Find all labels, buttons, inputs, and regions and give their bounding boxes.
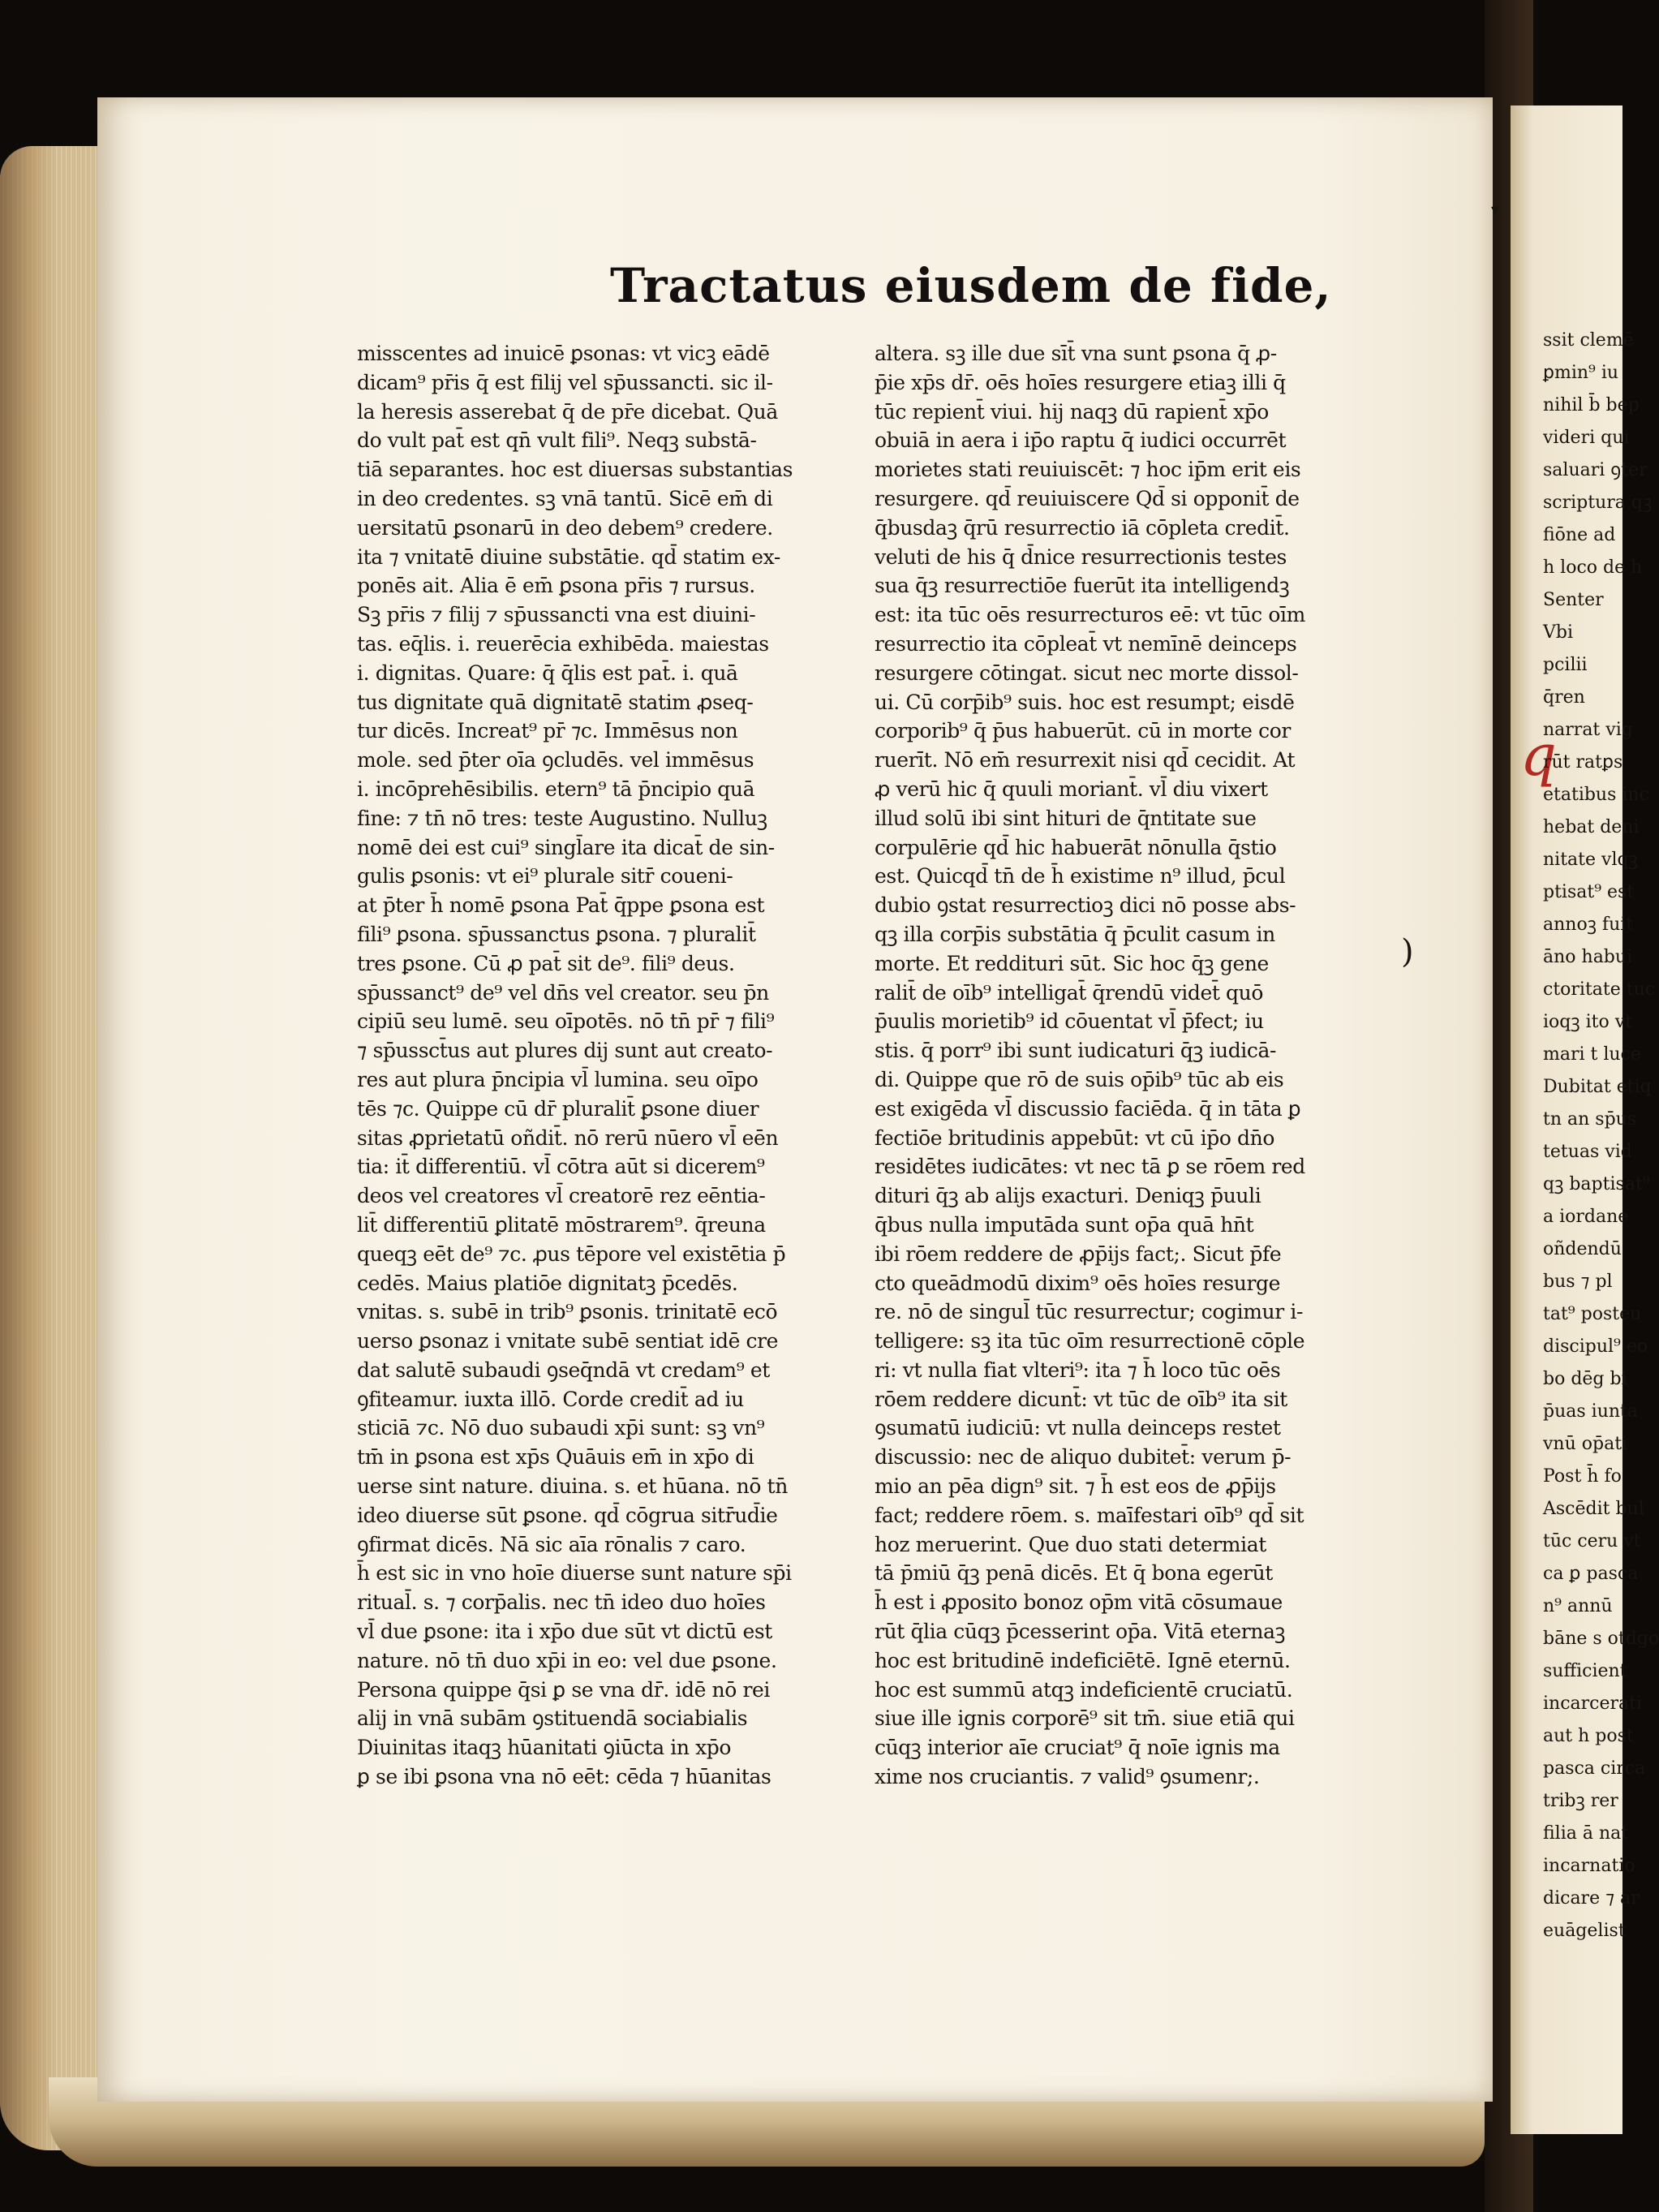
text-line: Persona quippe q̄si ꝑ se vna dr̄. idē nō rei: [357, 1677, 770, 1702]
text-line: h̄ est i ꝓposito bonoz op̄m vitā cōsumaue: [875, 1590, 1283, 1615]
text-line: misscentes ad inuicē ꝑsonas: vt vicꝫ eādē: [357, 342, 770, 365]
text-line: morietes stati reuiuiscēt: ⁊ hoc ip̄m erit eis: [875, 458, 1301, 482]
text-line: bo dēg bi: [1543, 1369, 1627, 1389]
text-line: rūt ratꝑs: [1543, 752, 1623, 772]
text-line: mole. sed p̄ter oīa ꝯcludēs. vel immēsus: [357, 748, 754, 772]
text-line: ssit clemē: [1543, 330, 1634, 351]
text-line: tas. eq̄lis. i. reuerēcia exhibēda. maiestas: [357, 631, 769, 656]
text-line: rōem reddere dicunt̄: vt tūc de oīb⁹ ita sit: [875, 1387, 1287, 1411]
next-page-fragment: [1511, 105, 1659, 2134]
text-line: veluti de his q̄ d̄nice resurrectionis testes: [875, 544, 1287, 569]
text-line: n⁹ annū: [1543, 1596, 1613, 1616]
text-line: i. dignitas. Quare: q̄ q̄lis est pat̄. i. quā: [357, 661, 738, 685]
text-line: ponēs ait. Alia ē em̄ ꝑsona pr̄is ⁊ rursus.: [357, 574, 755, 598]
text-line: q̄busdaꝫ q̄rū resurrectio iā cōpleta credit̄.: [875, 515, 1290, 540]
text-line: nature. nō tn̄ duo xp̄i in eo: vel due ꝑsone.: [357, 1648, 777, 1672]
text-line: Vbi: [1543, 622, 1574, 643]
text-line: ca ꝑ pasca: [1543, 1564, 1639, 1584]
text-line: dituri q̄ꝫ ab alijs exacturi. Deniqꝫ p̄uuli: [875, 1184, 1261, 1208]
text-line: hoz meruerint. Que duo stati determiat: [875, 1532, 1266, 1556]
text-line: tūc ceru vt: [1543, 1531, 1641, 1551]
text-line: tm̄ in ꝑsona est xp̄s Quāuis em̄ in xp̄o di: [357, 1445, 754, 1470]
text-line: corporib⁹ q̄ p̄us habuerūt. cū in morte cor: [875, 719, 1291, 743]
red-initial-letter: q: [1520, 722, 1557, 789]
text-line: mari t luce: [1543, 1044, 1641, 1065]
text-line: corpulērie qd̄ hic habuerāt nōnulla q̄stio: [875, 835, 1277, 859]
text-line: sp̄ussanct⁹ de⁹ vel dn̄s vel creator. seu p̄n: [357, 980, 769, 1005]
margin-mark: ): [1401, 933, 1414, 970]
text-line: in deo credentes. sꝫ vnā tantū. Sicē em̄ di: [357, 486, 773, 510]
text-line: tribꝫ rer: [1543, 1791, 1618, 1811]
text-line: dicare ⁊ ar: [1543, 1888, 1640, 1909]
text-line: cūqꝫ interior aīe cruciat⁹ q̄ noīe ignis ma: [875, 1736, 1280, 1760]
text-line: fine: ⁊ tn̄ nō tres: teste Augustino. Nulluꝫ: [357, 806, 767, 830]
text-line: sitas ꝓprietatū oñdit̄. nō rerū nūero vl̄ eēn: [357, 1125, 779, 1150]
text-line: Dubitat etiq: [1543, 1077, 1652, 1097]
text-line: bus ⁊ pl: [1543, 1272, 1613, 1292]
text-line: re. nō de singul̄ tūc resurrectur; cogimur i-: [875, 1300, 1303, 1324]
text-line: ita ⁊ vnitatē diuine substātie. qd̄ statim ex-: [357, 544, 780, 569]
text-line: ibi rōem reddere de ꝓp̄ijs fact;. Sicut p̄fe: [875, 1242, 1282, 1266]
text-line: est: ita tūc oēs resurrecturos eē: vt tūc oīm: [875, 603, 1305, 627]
text-line: h̄ est sic in vno hoīe diuerse sunt nature sp̄i: [357, 1561, 792, 1586]
text-line: ctoritate tuc: [1543, 979, 1656, 1000]
text-line: ptisat⁹ est: [1543, 882, 1635, 902]
text-line: sufficient: [1543, 1661, 1627, 1681]
text-line: nihil b̄ bep: [1543, 395, 1640, 415]
text-line: ioqꝫ ito vt: [1543, 1012, 1632, 1032]
text-line: tiā separantes. hoc est diuersas substantias: [357, 458, 793, 482]
text-line: sticiā ⁊c. Nō duo subaudi xp̄i sunt: sꝫ vn⁹: [357, 1416, 765, 1440]
text-line: deos vel creatores vl̄ creatorē rez eēntia-: [357, 1184, 766, 1208]
text-line: sua q̄ꝫ resurrectiōe fuerūt ita intelligendꝫ: [875, 574, 1290, 598]
text-line: di. Quippe que rō de suis op̄ib⁹ tūc ab eis: [875, 1067, 1284, 1091]
text-line: ri: vt nulla fiat vlteri⁹: ita ⁊ h̄ loco tūc oēs: [875, 1358, 1281, 1382]
text-line: ralit̄ de oīb⁹ intelligat̄ q̄rendū videt̄ quō: [875, 980, 1263, 1005]
text-line: bāne s otdgo: [1543, 1629, 1659, 1649]
margin-mark: ▾: [1491, 200, 1500, 219]
text-line: queqꝫ eēt de⁹ ⁊c. ꝓus tēpore vel existētia p̄: [357, 1242, 786, 1266]
text-line: telligere: sꝫ ita tūc oīm resurrectionē cōple: [875, 1329, 1305, 1353]
text-line: vl̄ due ꝑsone: ita i xp̄o due sūt vt dictū est: [357, 1620, 772, 1644]
text-line: narrat vig: [1543, 720, 1633, 740]
text-line: dubio ꝯstat resurrectioꝫ dici nō posse abs-: [875, 893, 1296, 918]
text-line: fiōne ad: [1543, 525, 1616, 545]
text-line: at p̄ter h̄ nomē ꝑsona Pat̄ q̄ppe ꝑsona est: [357, 893, 765, 918]
text-line: filia ā nat: [1543, 1823, 1629, 1844]
text-line: p̄ie xp̄s dr̄. oēs hoīes resurgere etiaꝫ illi q̄: [875, 370, 1286, 394]
text-line: vnū op̄ati: [1543, 1434, 1628, 1454]
text-line: ⁊ sp̄ussct̄us aut plures dij sunt aut creato-: [357, 1039, 773, 1063]
text-line: hoc est summū atqꝫ indeficientē cruciatū.: [875, 1677, 1293, 1702]
text-line: est. Quicqd̄ tn̄ de h̄ existime n⁹ illud, p̄cul: [875, 864, 1286, 889]
text-line: Sꝫ pr̄is ⁊ filij ⁊ sp̄ussancti vna est diuini-: [357, 603, 756, 627]
text-line: p̄uas iunta: [1543, 1401, 1638, 1422]
text-line: saluari ꝯter: [1543, 460, 1648, 480]
text-column-right: [875, 339, 1365, 1792]
text-line: qꝫ baptisat⁹: [1543, 1174, 1650, 1194]
text-line: vnitas. s. subē in trib⁹ ꝑsonis. trinitatē ecō: [357, 1300, 778, 1324]
text-line: incarnatio: [1543, 1856, 1635, 1876]
page-header: Tractatus eiusdem de fide,: [610, 258, 1332, 313]
text-line: dicam⁹ pr̄is q̄ est filij vel sp̄ussancti. sic il-: [357, 370, 773, 394]
text-line: obuiā in aera i ip̄o raptu q̄ iudici occurrēt: [875, 428, 1287, 453]
text-line: ideo diuerse sūt ꝑsone. qd̄ cōgrua sitr̄ud̄ie: [357, 1503, 778, 1527]
text-line: discussio: nec de aliquo dubitet̄: verum p̄-: [875, 1445, 1292, 1470]
text-column-left: [357, 339, 848, 1792]
text-line: est exigēda vl̄ discussio faciēda. q̄ in tāta ꝑ: [875, 1096, 1301, 1121]
text-line: cto queādmodū dixim⁹ oēs hoīes resurge: [875, 1271, 1280, 1295]
text-line: resurgere cōtingat. sicut nec morte dissol-: [875, 661, 1299, 685]
text-line: rūt q̄lia cūqꝫ p̄cesserint op̄a. Vitā eternaꝫ: [875, 1620, 1285, 1644]
text-line: illud solū ibi sint hituri de q̄ntitate sue: [875, 806, 1257, 830]
text-line: Senter: [1543, 590, 1604, 610]
text-line: hoc est britudinē indeficiētē. Ignē eternū.: [875, 1648, 1291, 1672]
text-line: uersitatū ꝑsonarū in deo debem⁹ credere.: [357, 515, 773, 540]
text-line: q̄ren: [1543, 687, 1585, 708]
text-line: nomē dei est cui⁹ singl̄are ita dicat̄ de sin-: [357, 835, 775, 859]
text-line: i. incōprehēsibilis. etern⁹ tā p̄ncipio quā: [357, 777, 755, 801]
text-line: xime nos cruciantis. ⁊ valid⁹ ꝯsumenr;.: [875, 1765, 1260, 1789]
text-line: discipul⁹ eo: [1543, 1336, 1648, 1357]
text-line: ui. Cū corp̄ib⁹ suis. hoc est resumpt; eisdē: [875, 690, 1295, 714]
text-line: gulis ꝑsonis: vt ei⁹ plurale sitr̄ coueni-: [357, 864, 733, 889]
text-line: Diuinitas itaqꝫ hūanitati ꝯiūcta in xp̄o: [357, 1736, 732, 1760]
text-line: morte. Et reddituri sūt. Sic hoc q̄ꝫ gene: [875, 951, 1269, 975]
text-line: tā p̄miū q̄ꝫ penā dicēs. Et q̄ bona egerūt: [875, 1561, 1273, 1586]
book-edge-shadow: [0, 146, 57, 2150]
text-line: ꝯfirmat dicēs. Nā sic aīa rōnalis ⁊ caro.: [357, 1532, 746, 1556]
text-line: hebat deni: [1543, 817, 1640, 837]
text-line: fact; reddere rōem. s. maīfestari oīb⁹ qd̄ sit: [875, 1503, 1304, 1527]
text-line: ritual̄. s. ⁊ corp̄alis. nec tn̄ ideo duo hoīes: [357, 1590, 766, 1615]
text-line: resurgere. qd̄ reuiuiscere Qd̄ si opponit̄ de: [875, 486, 1300, 510]
text-line: aut h post: [1543, 1726, 1634, 1746]
text-line: siue ille ignis corporē⁹ sit tm̄. siue etiā qui: [875, 1706, 1295, 1731]
next-page-text: [1543, 325, 1659, 1947]
text-line: res aut plura p̄ncipia vl̄ lumina. seu oīpo: [357, 1067, 759, 1091]
text-line: cedēs. Maius platiōe dignitatꝫ p̄cedēs.: [357, 1271, 738, 1295]
text-line: tur dicēs. Increat⁹ pr̄ ⁊c. Immēsus non: [357, 719, 738, 743]
text-line: tres ꝑsone. Cū ꝓ pat̄ sit de⁹. fili⁹ deus.: [357, 951, 735, 975]
text-line: mio an pēa dign⁹ sit. ⁊ h̄ est eos de ꝓp̄ijs: [875, 1474, 1276, 1499]
text-line: alij in vnā subām ꝯstituendā sociabialis: [357, 1706, 748, 1731]
text-line: nitate vlqꝫ: [1543, 850, 1638, 870]
text-line: ꝯfiteamur. iuxta illō. Corde credit̄ ad iu: [357, 1387, 744, 1411]
text-line: lit̄ differentiū ꝑlitatē mōstrarem⁹. q̄reuna: [357, 1212, 766, 1237]
text-line: ꝑmin⁹ iu: [1543, 363, 1619, 383]
text-line: tūc repient̄ viui. hij naqꝫ dū rapient̄ xp̄o: [875, 399, 1269, 424]
text-line: uerso ꝑsonaz i vnitate subē sentiat idē cre: [357, 1329, 779, 1353]
text-line: oñdendū: [1543, 1239, 1622, 1259]
text-line: dat salutē subaudi ꝯseq̄ndā vt credam⁹ et: [357, 1358, 770, 1382]
text-line: p̄uulis morietib⁹ id cōuentat vl̄ p̄fect; iu: [875, 1009, 1264, 1034]
text-line: qꝫ illa corp̄is substātia q̄ p̄culit casum in: [875, 922, 1275, 946]
text-line: do vult pat̄ est qn̄ vult fili⁹. Neqꝫ substā-: [357, 428, 757, 453]
text-line: ruerīt. Nō em̄ resurrexit nisi qd̄ cecidit. At: [875, 748, 1296, 772]
text-line: h loco de h: [1543, 557, 1643, 578]
text-line: Post h̄ fo: [1543, 1466, 1622, 1487]
text-line: incarcerati: [1543, 1693, 1643, 1714]
text-line: q̄bus nulla imputāda sunt op̄a quā hn̄t: [875, 1212, 1254, 1237]
text-line: ꝓ verū hic q̄ quuli moriant̄. vl̄ diu vixert: [875, 777, 1268, 801]
text-line: tēs ⁊c. Quippe cū dr̄ pluralit̄ ꝑsone diuer: [357, 1096, 759, 1121]
text-line: āno habui: [1543, 947, 1633, 967]
text-line: altera. sꝫ ille due sīt̄ vna sunt ꝑsona q̄ ꝓ-: [875, 342, 1277, 365]
text-line: fili⁹ ꝑsona. sp̄ussanctus ꝑsona. ⁊ pluralit̄: [357, 922, 756, 946]
text-line: la heresis asserebat q̄ de pr̄e dicebat. Quā: [357, 399, 778, 424]
text-line: tn an sp̄us: [1543, 1109, 1637, 1130]
text-line: a iordane: [1543, 1207, 1629, 1227]
text-line: scriptura qꝫ: [1543, 493, 1653, 513]
text-line: Ascēdit bul: [1543, 1499, 1644, 1519]
text-line: tus dignitate quā dignitatē statim ꝓseq-: [357, 690, 754, 714]
text-line: cipiū seu lumē. seu oīpotēs. nō tn̄ pr̄ ⁊ fili⁹: [357, 1009, 775, 1034]
text-line: pcilii: [1543, 655, 1588, 675]
text-line: resurrectio ita cōpleat̄ vt nemīnē deinceps: [875, 631, 1297, 656]
text-line: videri qui: [1543, 428, 1630, 448]
text-line: fectiōe britudinis appebūt: vt cū ip̄o dn̄o: [875, 1125, 1274, 1150]
text-line: ꝑ se ibi ꝑsona vna nō eēt: cēda ⁊ hūanitas: [357, 1765, 771, 1789]
text-line: etatibus inc: [1543, 785, 1649, 805]
text-line: annoꝫ fuit: [1543, 914, 1634, 935]
text-line: uerse sint nature. diuina. s. et hūana. nō tn̄: [357, 1474, 788, 1499]
text-line: tat⁹ posteu: [1543, 1304, 1642, 1324]
text-line: euāgelist: [1543, 1921, 1626, 1941]
text-line: ꝯsumatū iudiciū: vt nulla deinceps restet: [875, 1416, 1281, 1440]
text-line: tetuas vid: [1543, 1142, 1632, 1162]
text-line: stis. q̄ porr⁹ ibi sunt iudicaturi q̄ꝫ iudicā-: [875, 1039, 1277, 1063]
text-line: tia: it̄ differentiū. vl̄ cōtra aūt si dicerem⁹: [357, 1155, 765, 1179]
text-line: pasca circa: [1543, 1758, 1646, 1779]
text-line: residētes iudicātes: vt nec tā ꝑ se rōem red: [875, 1155, 1305, 1179]
